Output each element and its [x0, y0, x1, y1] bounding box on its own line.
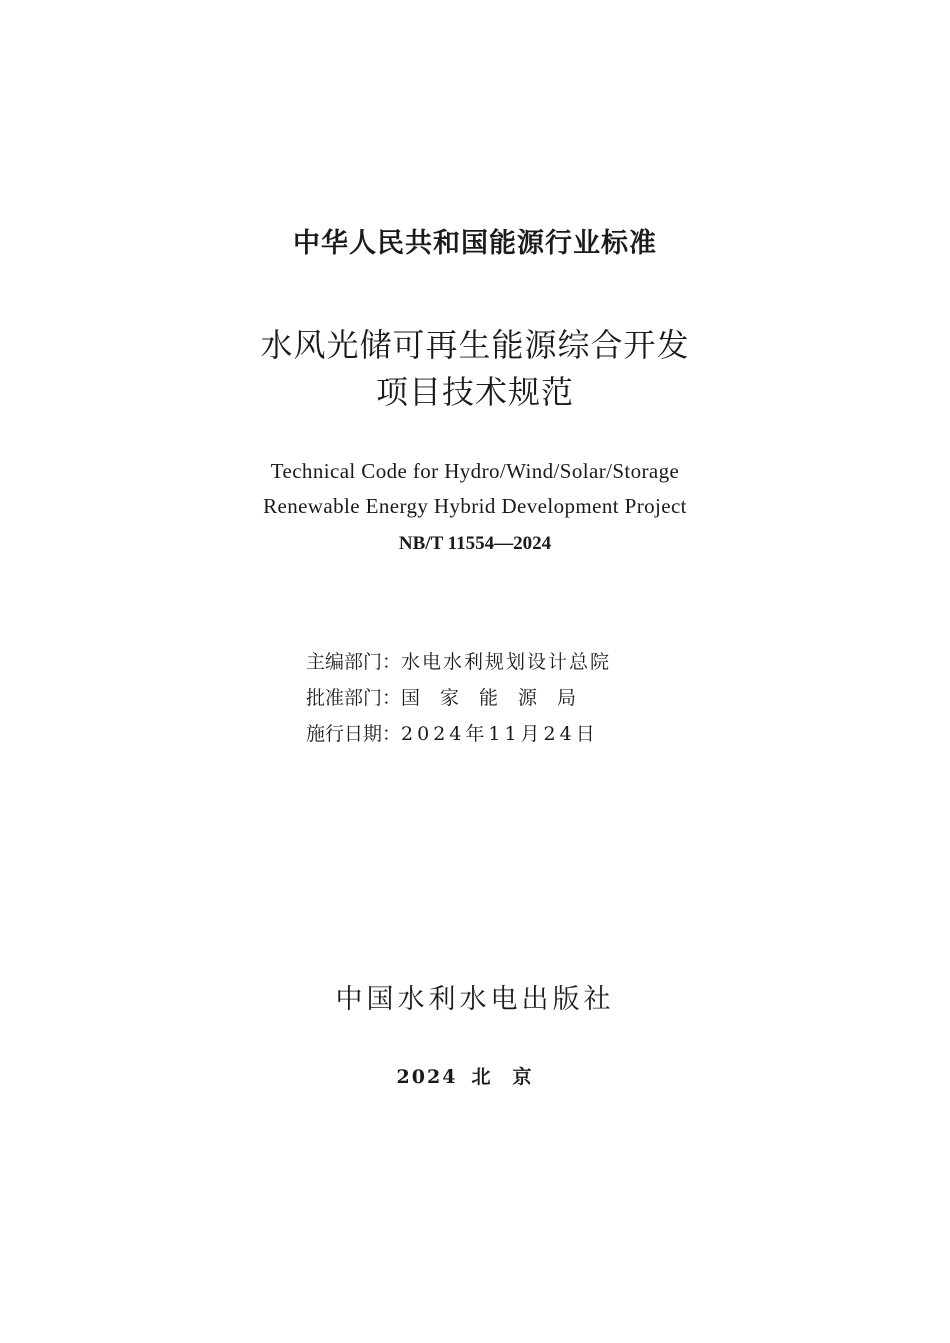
- publication-year: 2024: [396, 1066, 458, 1088]
- chinese-title-line-2: 项目技术规范: [375, 373, 574, 411]
- english-title: [0, 454, 950, 524]
- publication-city: 北京: [471, 1066, 554, 1088]
- standard-number: NB/T 11554—2024: [398, 533, 552, 554]
- publisher-name: 中国水利水电出版社: [335, 984, 615, 1015]
- approver-value: 国家能源局: [401, 687, 597, 709]
- effective-date-label: 施行日期：: [306, 723, 402, 745]
- approver-row: [306, 682, 611, 718]
- english-title-line-2: Renewable Energy Hybrid Development Project: [263, 494, 687, 518]
- approver-label: 批准部门：: [306, 687, 402, 709]
- editor-label: 主编部门：: [306, 651, 402, 673]
- standard-category: 中华人民共和国能源行业标准: [293, 228, 657, 259]
- chinese-title-line-1: 水风光储可再生能源综合开发: [260, 326, 690, 364]
- chinese-title: [0, 322, 950, 416]
- publication-year-city: [0, 1062, 950, 1092]
- editor-value: 水电水利规划设计总院: [401, 651, 612, 673]
- editor-row: [306, 646, 611, 682]
- effective-date-row: [306, 718, 611, 754]
- document-info-block: [306, 646, 611, 754]
- english-title-line-1: Technical Code for Hydro/Wind/Solar/Storage: [270, 459, 680, 483]
- effective-date-value: 2024年11月24日: [401, 723, 599, 745]
